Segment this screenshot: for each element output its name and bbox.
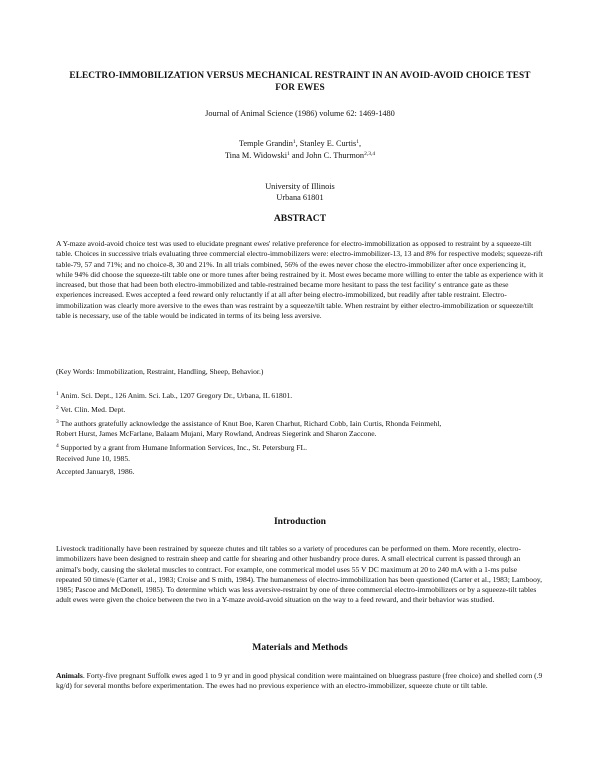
- subsection-lead: Animals: [56, 671, 83, 680]
- footnotes: [56, 391, 544, 478]
- author-name: Temple Grandin: [238, 139, 293, 148]
- footnote-mark: 1: [56, 391, 59, 397]
- subsection-body: . Forty-five pregnant Suffolk ewes aged 1 to 9 yr and in good physical condition were maintained on bluegrass pasture (free choice) and shelled corn (.9 kg/d) for several months before experimentation. The ewes had no previous experience with an electro-immobilizer, squeeze chute or tilt table.: [56, 671, 543, 691]
- author-affil-mark: 2,3,4: [364, 150, 376, 157]
- author-separator: , Stanley E. Curtis: [295, 139, 357, 148]
- keywords: (Key Words: Immobilization, Restraint, Handling, Sheep, Behavior.): [56, 367, 264, 376]
- paper-title: ELECTRO-IMMOBILIZATION VERSUS MECHANICAL RESTRAINT IN AN AVOID-AVOID CHOICE TEST FOR EWES: [69, 71, 531, 93]
- affiliation: [0, 181, 600, 203]
- footnote-text: Vet. Clin. Med. Dept.: [58, 404, 126, 414]
- footnote-text: The authors gratefully acknowledge the assistance of Knut Boe, Karen Charhut, Richard Cobb, Iain Curtis, Rhonda Feinmehl,: [58, 418, 442, 428]
- affiliation-university: University of Illinois: [265, 182, 335, 191]
- author-list: [0, 138, 600, 161]
- footnote-1: [56, 391, 544, 401]
- author-affil-mark: 1: [287, 150, 290, 157]
- footnote-2: [56, 405, 544, 415]
- author-line-1: [0, 138, 600, 150]
- received-date: Received June 10, 1985.: [56, 453, 130, 463]
- author-separator: ,: [359, 139, 362, 148]
- introduction-heading: Introduction: [273, 516, 327, 527]
- accepted-date: Accepted January8, 1986.: [56, 467, 135, 477]
- author-separator: and John C. Thurmon: [289, 150, 365, 160]
- footnote-3-continued: Robert Hurst, James McFarlane, Balaam Mujani, Mary Rowland, Andreas Siegerink and Sharon Zaccone.: [56, 429, 377, 439]
- footnote-3: [56, 419, 544, 429]
- author-affil-mark: 1: [292, 139, 296, 145]
- abstract-heading: ABSTRACT: [273, 213, 327, 224]
- author-name: Tina M. Widowski: [224, 150, 288, 160]
- materials-methods-text: [56, 671, 544, 692]
- materials-methods-heading: Materials and Methods: [252, 642, 348, 653]
- footnote-text: Anim. Sci. Dept., 126 Anim. Sci. Lab., 1207 Gregory Dr., Urbana, IL 61801.: [58, 391, 293, 400]
- footnote-mark: 3: [56, 418, 59, 425]
- author-line-2: [0, 150, 600, 162]
- journal-citation: Journal of Animal Science (1986) volume 62: 1469-1480: [205, 109, 395, 118]
- footnote-mark: 4: [56, 443, 59, 450]
- footnote-text: Supported by a grant from Humane Information Services, Inc., St. Petersburg FL.: [58, 443, 307, 453]
- affiliation-city: Urbana 61801: [276, 193, 324, 202]
- introduction-text: Livestock traditionally have been restrained by squeeze chutes and tilt tables so a variety of procedures can be performed on them. More recently, electro-immobilizers have been designed to restrain sheep and cattle for shearing and other husbandry proce dures. A small electrical current is passed through an animal's body, causing the skeletal muscles to contract. For example, one commerical model uses 55 V DC maximum at 20 to 240 mA with a 1-ms pulse repeated 50 times/e (Carter et al., 1983; Croise and S mith, 1984). The humaneness of electro-immobilization has been questioned (Carter et al., 1983; Lambooy, 1985; Pascoe and McDonell, 1985). To determine which was less aversive-restraint by one of three commercial electro-immobilizers or by a squeeze-tilt tables adult ewes were given the choice between the two in a Y-maze avoid-avoid situation on the way to a feed reward, and their behavior was studied.: [56, 544, 543, 605]
- abstract-text: A Y-maze avoid-avoid choice test was used to elucidate pregnant ewes' relative preference for electro-immobilization as opposed to restraint by a squeeze-tilt table. Choices in successive trials evaluating three commercial electro-immobilizers were: electro-immobilizer-13, 13 and 8% for respective models; squeeze-rift table-79, 57 and 71%; and no choice-8, 30 and 21%. In all trials combined, 56% of the ewes never chose the electro-immobilizer after once experiencing it, while 94% did choose the squeeze-tilt table one or more tunes after being restrained by it. Most ewes became more willing to enter the table as experience with it increased, but those that had been both electro-immobilized and table-restrained became more hesitant to pass the test facility' s entrance gate as these experiences increased. Ewes accepted a feed reward only reluctantly if at all after being electro-immobilized, but readily after table restraint. Electro-immobilization was clearly more aversive to the ewes than was restraint by a squeeze/tilt table. When restraint by either electro-immobilization or squeeze/tilt table is necessary, use of the table would be indicated in terms of its being less aversive.: [56, 239, 544, 321]
- author-affil-mark: 1: [356, 139, 360, 145]
- footnote-4: [56, 443, 544, 453]
- footnote-mark: 2: [56, 404, 59, 411]
